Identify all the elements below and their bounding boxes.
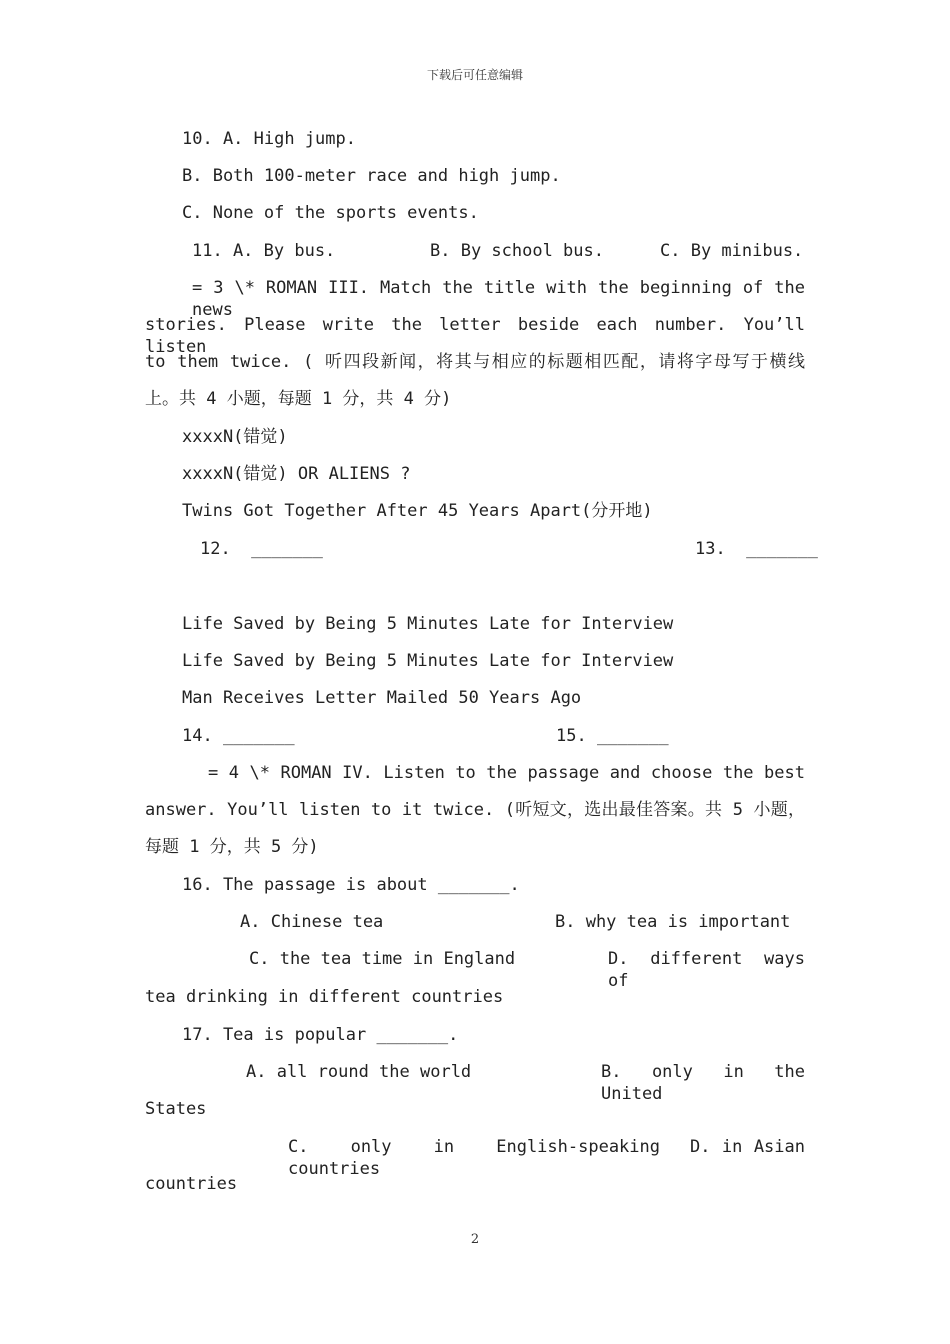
page-number: 2 <box>470 1232 480 1247</box>
news-title: xxxxN(错觉) <box>182 427 288 447</box>
q11-option-a: 11. A. By bus. <box>192 241 336 261</box>
q16-stem: 16. The passage is about _______. <box>182 875 520 895</box>
section3-instructions-line3: to them twice. ( 听四段新闻，将其与相应的标题相匹配，请将字母写于横线 <box>145 352 805 372</box>
q17-stem: 17. Tea is popular _______. <box>182 1025 459 1045</box>
q16-option-b: B. why tea is important <box>555 912 791 932</box>
q11-option-b: B. By school bus. <box>430 241 604 261</box>
q16-option-d: D. different ways of <box>608 949 805 991</box>
section4-instructions-line3: 每题 1 分，共 5 分) <box>145 837 319 857</box>
news-title: Man Receives Letter Mailed 50 Years Ago <box>182 688 582 708</box>
q10-option-b: B. Both 100-meter race and high jump. <box>182 166 561 186</box>
q14-answer-blank: 14. _______ <box>182 726 295 746</box>
q16-option-d-continued: tea drinking in different countries <box>145 987 504 1007</box>
q10-option-a: 10. A. High jump. <box>182 129 356 149</box>
q17-option-a: A. all round the world <box>246 1062 472 1082</box>
q16-option-a: A. Chinese tea <box>240 912 384 932</box>
q17-option-b: B. only in the United <box>601 1062 805 1104</box>
section3-heading: = 3 \* ROMAN III. Match the title with the beginning of the news <box>192 278 805 320</box>
q10-option-c: C. None of the sports events. <box>182 203 479 223</box>
section4-heading: = 4 \* ROMAN IV. Listen to the passage and choose the best <box>208 763 805 783</box>
q17-option-c: C. only in English-speaking countries <box>288 1137 660 1179</box>
news-title: xxxxN(错觉) OR ALIENS ? <box>182 464 411 484</box>
news-title: Life Saved by Being 5 Minutes Late for Interview <box>182 614 674 634</box>
section4-instructions-line2: answer. You’ll listen to it twice. (听短文，选出最佳答案。共 5 小题， <box>145 800 805 820</box>
q17-option-d-continued: countries <box>145 1174 238 1194</box>
q15-answer-blank: 15. _______ <box>556 726 669 746</box>
q17-option-d: D. in Asian <box>690 1137 805 1157</box>
news-title: Life Saved by Being 5 Minutes Late for Interview <box>182 651 674 671</box>
page-header: 下载后可任意编辑 <box>426 68 523 82</box>
q13-answer-blank: 13. _______ <box>695 539 818 559</box>
section3-instructions-line4: 上。共 4 小题，每题 1 分，共 4 分) <box>145 389 452 409</box>
q11-option-c: C. By minibus. <box>660 241 804 261</box>
q16-option-c: C. the tea time in England <box>249 949 516 969</box>
section3-instructions-line2: stories. Please write the letter beside each number. You’ll listen <box>145 315 805 357</box>
news-title: Twins Got Together After 45 Years Apart(分开地) <box>182 501 653 521</box>
q12-answer-blank: 12. _______ <box>200 539 323 559</box>
q17-option-b-continued: States <box>145 1099 207 1119</box>
